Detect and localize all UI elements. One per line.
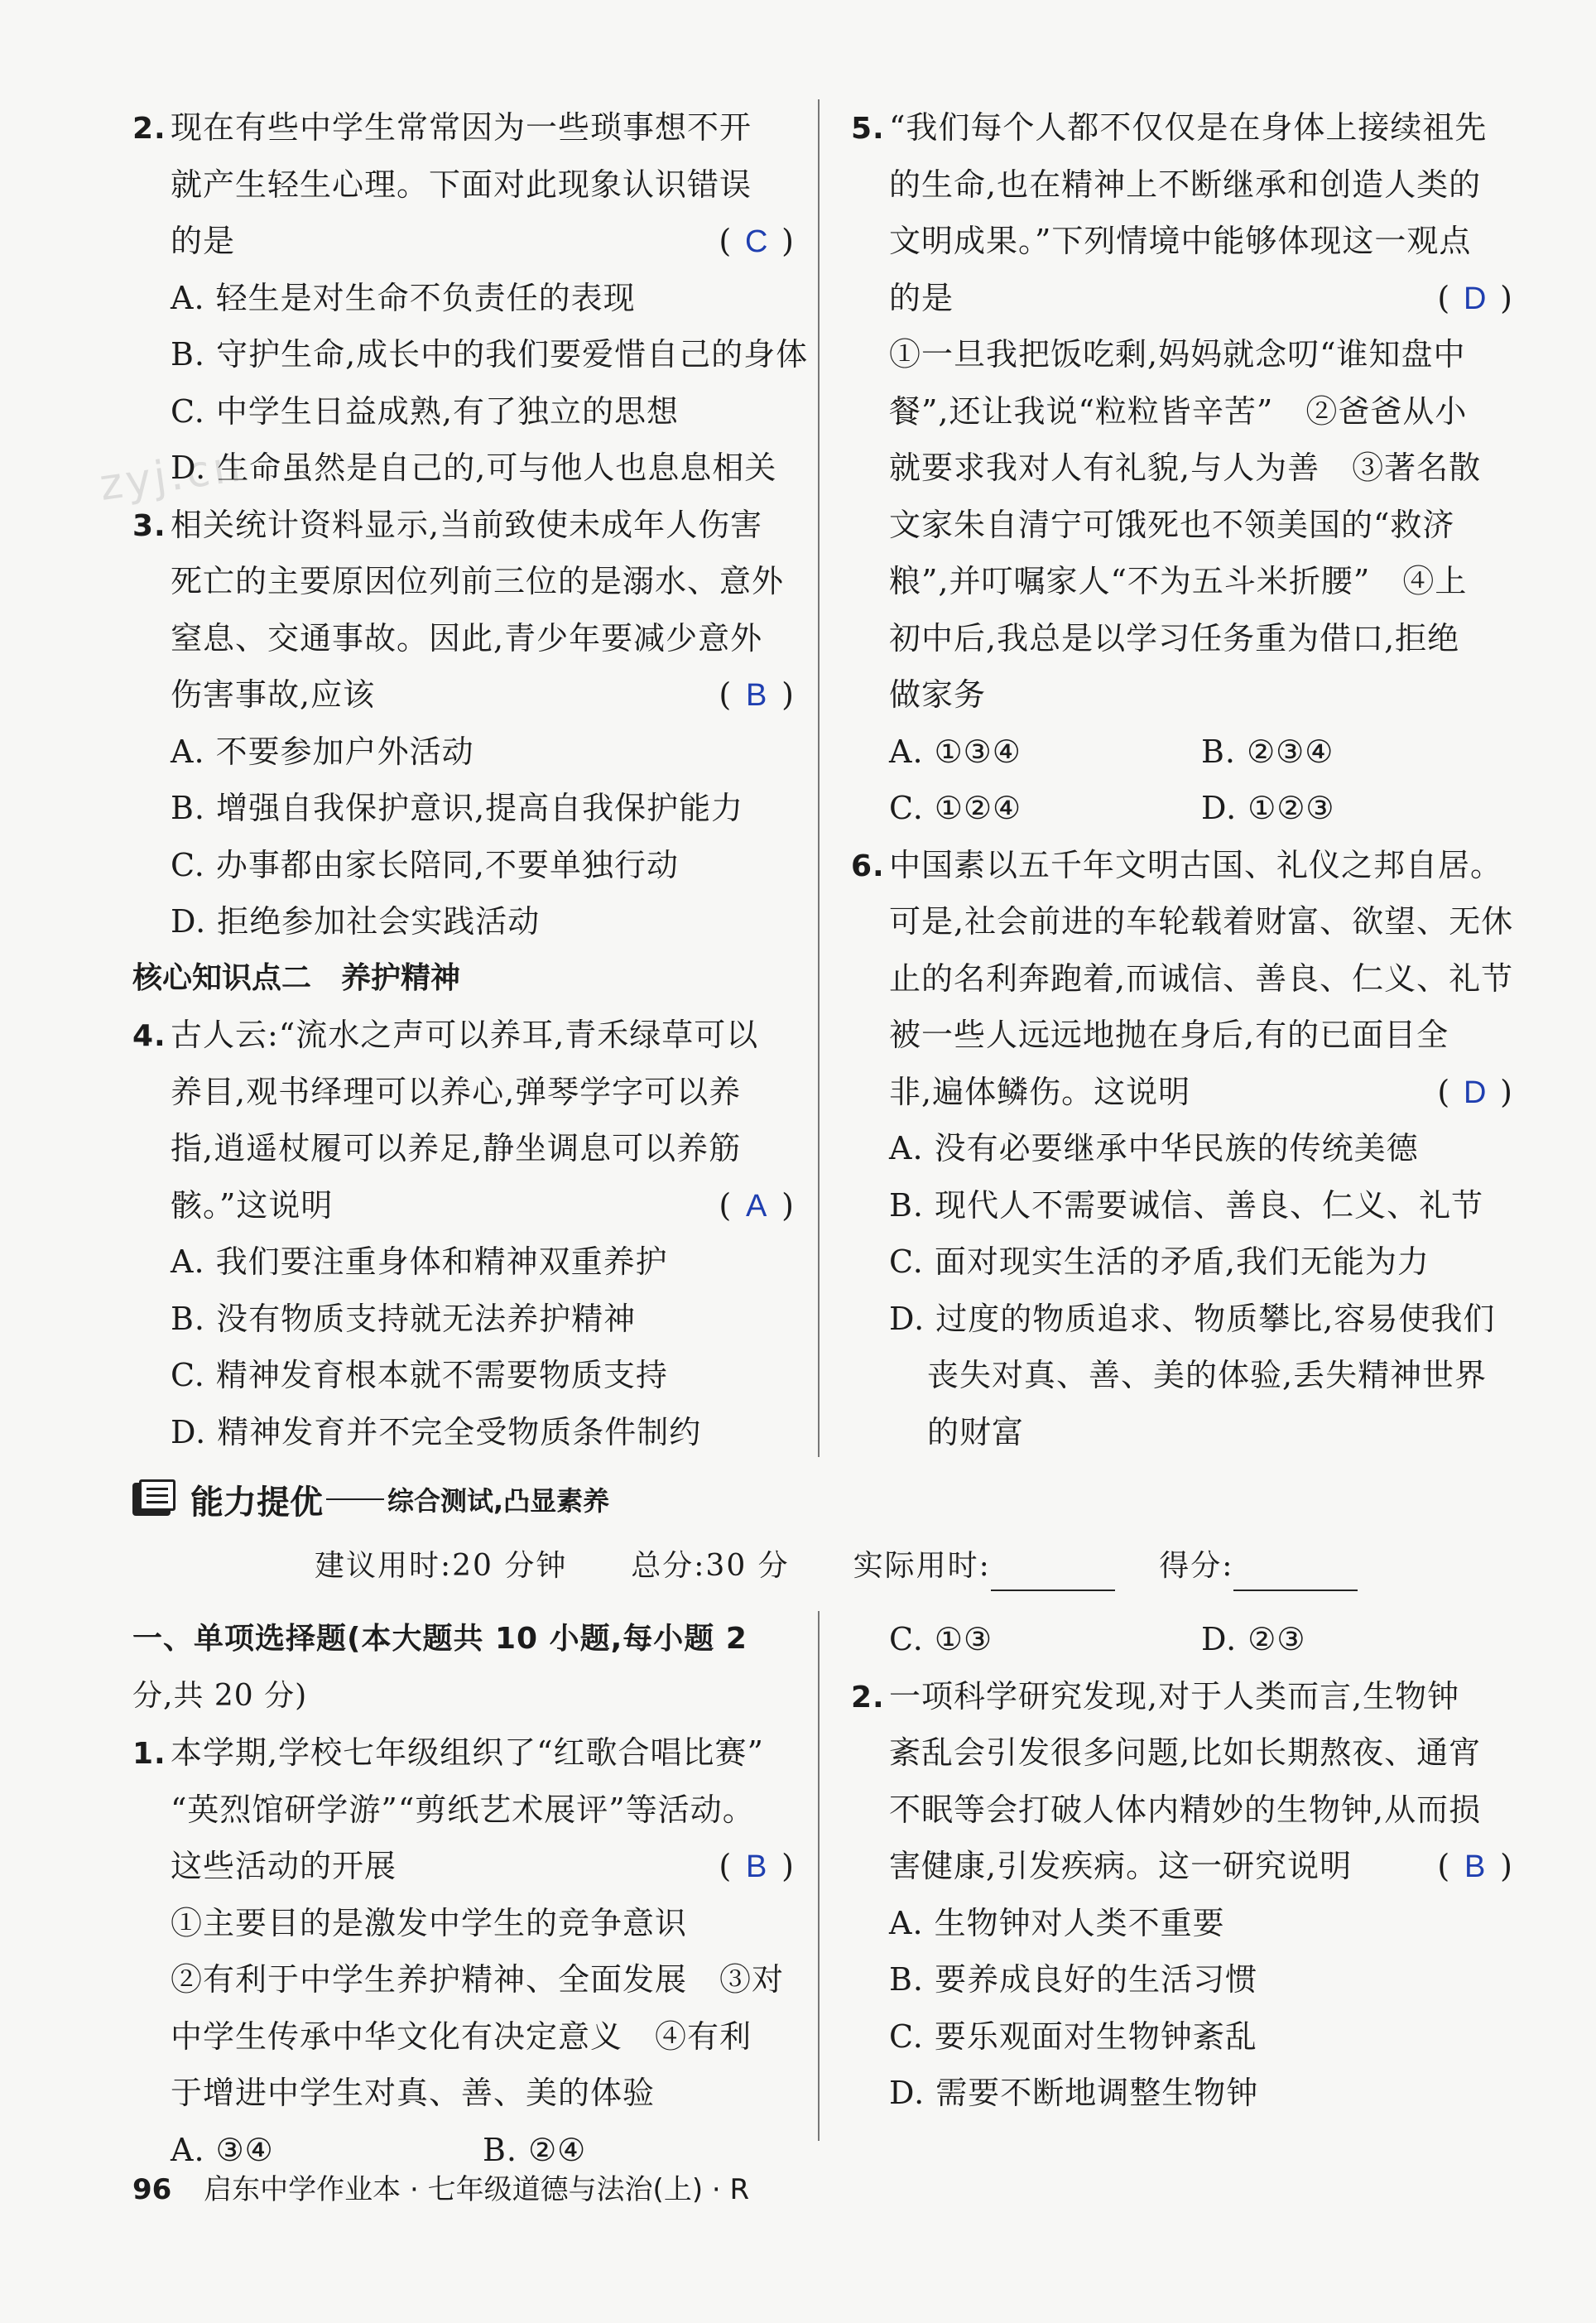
- part1-question-1: [132, 1724, 795, 2178]
- answer-letter: C: [744, 224, 769, 259]
- option-b: B. ②④: [483, 2131, 587, 2168]
- option-c: C. 面对现实生活的矛盾,我们无能为力: [889, 1243, 1430, 1280]
- test-info-line: [315, 1541, 1391, 1591]
- statement-text: 粮”,并叮嘱家人“不为五斗米折腰” ④上: [889, 563, 1468, 599]
- question-text: 被一些人远远地抛在身后,有的已面目全: [889, 1017, 1449, 1053]
- top-left-column: [132, 99, 809, 1460]
- answer-letter: A: [745, 1188, 768, 1224]
- statement-text: 中学生传承中华文化有决定意义 ④有利: [171, 2018, 752, 2055]
- option-d: D. ②③: [1201, 1621, 1306, 1657]
- page-footer: [132, 2169, 749, 2210]
- answer-bracket: ( B ): [1437, 1838, 1513, 1896]
- question-text: 止的名利奔跑着,而诚信、善良、仁义、礼节: [889, 960, 1514, 997]
- statement-text: 做家务: [889, 676, 987, 713]
- answer-letter: D: [1463, 1075, 1488, 1110]
- question-text: 的生命,也在精神上不断继承和创造人类的: [889, 166, 1482, 203]
- question-text: 骸。”这说明: [171, 1186, 334, 1224]
- question-text: 的是: [889, 279, 954, 316]
- question-text: 不眠等会打破人体内精妙的生物钟,从而损: [889, 1791, 1482, 1828]
- answer-bracket: ( B ): [719, 666, 795, 724]
- question-text: 就产生轻生心理。下面对此现象认识错误: [171, 166, 752, 203]
- question-5: [851, 99, 1513, 837]
- question-number: 4.: [132, 1019, 166, 1053]
- question-number: 5.: [851, 112, 885, 146]
- question-number: 6.: [851, 849, 885, 883]
- question-text: 本学期,学校七年级组织了“红歌合唱比赛”: [171, 1734, 764, 1771]
- option-d: D. 生命虽然是自己的,可与他人也息息相关: [171, 450, 777, 486]
- option-b: B. 没有物质支持就无法养护精神: [171, 1300, 637, 1337]
- option-a: A. 生物钟对人类不重要: [889, 1904, 1225, 1941]
- question-text: “我们每个人都不仅仅是在身体上接续祖先: [889, 109, 1488, 146]
- question-text: 相关统计资料显示,当前致使未成年人伤害: [171, 506, 763, 543]
- option-d: D. ①②③: [1201, 790, 1335, 826]
- question-6: [851, 837, 1513, 1461]
- question-text: 伤害事故,应该: [171, 676, 376, 713]
- question-text: “英烈馆研学游”“剪纸艺术展评”等活动。: [171, 1791, 755, 1828]
- statement-text: 餐”,还让我说“粒粒皆辛苦” ②爸爸从小: [889, 392, 1468, 430]
- statement-text: 于增进中学生对真、善、美的体验: [171, 2075, 656, 2111]
- question-text: 窒息、交通事故。因此,青少年要减少意外: [171, 619, 763, 656]
- option-d: D. 拒绝参加社会实践活动: [171, 903, 541, 940]
- question-text: 非,遍体鳞伤。这说明: [889, 1073, 1191, 1110]
- option-c: C. ①②④: [889, 790, 1022, 826]
- question-text: 指,逍遥杖履可以养足,静坐调息可以养筋: [171, 1130, 742, 1166]
- question-text: 害健康,引发疾病。这一研究说明: [889, 1848, 1353, 1884]
- question-number: 2.: [851, 1680, 885, 1715]
- answer-letter: D: [1463, 281, 1488, 316]
- question-number: 1.: [132, 1737, 166, 1771]
- score-blank[interactable]: [1233, 1556, 1358, 1591]
- option-c: C. ①③: [889, 1621, 993, 1657]
- option-c: C. 精神发育根本就不需要物质支持: [171, 1357, 668, 1393]
- banner-subtitle: 综合测试,凸显素养: [387, 1485, 610, 1517]
- actual-time-label: 实际用时:: [853, 1549, 991, 1583]
- statement-text: ①一旦我把饭吃剩,妈妈就念叨“谁知盘中: [889, 336, 1466, 373]
- question-number: 3.: [132, 508, 166, 543]
- option-c: C. 办事都由家长陪同,不要单独行动: [171, 846, 679, 883]
- option-row: [851, 780, 1513, 837]
- column-divider: [818, 99, 820, 1457]
- question-text: 的是: [171, 223, 236, 259]
- option-b: B. 现代人不需要诚信、善良、仁义、礼节: [889, 1186, 1484, 1224]
- actual-time-blank[interactable]: [991, 1556, 1115, 1591]
- question-text: 古人云:“流水之声可以养耳,青禾绿草可以: [171, 1017, 759, 1053]
- statement-text: 就要求我对人有礼貌,与人为善 ③著名散: [889, 450, 1482, 486]
- question-text: 这些活动的开展: [171, 1848, 397, 1884]
- answer-letter: B: [745, 678, 768, 713]
- answer-bracket: ( B ): [719, 1838, 795, 1896]
- option-d-continued: 的财富: [927, 1413, 1025, 1450]
- answer-bracket: ( C ): [719, 213, 795, 271]
- option-row: [851, 724, 1513, 781]
- option-row: [851, 1611, 1513, 1668]
- option-d: D. 精神发育并不完全受物质条件制约: [171, 1413, 702, 1450]
- option-b: B. 要养成良好的生活习惯: [889, 1961, 1258, 1998]
- option-a: A. ①③④: [889, 733, 1022, 770]
- bottom-right-column: [851, 1611, 1513, 2122]
- option-a: A. 轻生是对生命不负责任的表现: [171, 279, 636, 316]
- option-b: B. 增强自我保护意识,提高自我保护能力: [171, 790, 744, 826]
- banner-title: 能力提优: [190, 1483, 323, 1522]
- total-score: 总分:30 分: [631, 1549, 790, 1583]
- option-a: A. ③④: [171, 2131, 274, 2168]
- answer-letter: B: [1464, 1849, 1487, 1884]
- question-text: 紊乱会引发很多问题,比如长期熬夜、通宵: [889, 1734, 1482, 1771]
- question-number: 2.: [132, 112, 166, 146]
- question-4: [132, 1007, 795, 1460]
- section-banner: [132, 1470, 609, 1528]
- statement-text: ①主要目的是激发中学生的竞争意识: [171, 1904, 688, 1941]
- question-text: 现在有些中学生常常因为一些琐事想不开: [171, 109, 752, 146]
- part-heading: 一、单项选择题(本大题共 10 小题,每小题 2: [132, 1622, 748, 1656]
- answer-bracket: ( D ): [1437, 270, 1513, 328]
- book-title: 启东中学作业本 · 七年级道德与法治(上) · R: [204, 2173, 750, 2206]
- column-divider: [818, 1611, 820, 2141]
- option-a: A. 不要参加户外活动: [171, 733, 474, 770]
- option-d: D. 需要不断地调整生物钟: [889, 2075, 1259, 2111]
- answer-bracket: ( D ): [1437, 1064, 1513, 1122]
- option-d-continued: 丧失对真、善、美的体验,丢失精神世界: [927, 1357, 1488, 1393]
- question-3: [132, 497, 795, 950]
- question-text: 文明成果。”下列情境中能够体现这一观点: [889, 223, 1472, 259]
- statement-text: 文家朱自清宁可饿死也不领美国的“救济: [889, 506, 1455, 543]
- option-a: A. 没有必要继承中华民族的传统美德: [889, 1130, 1419, 1166]
- page-number: 96: [132, 2173, 172, 2206]
- statement-text: ②有利于中学生养护精神、全面发展 ③对: [171, 1961, 785, 1998]
- answer-letter: B: [745, 1849, 768, 1884]
- question-text: 可是,社会前进的车轮载着财富、欲望、无休: [889, 903, 1514, 940]
- part-heading-continued: 分,共 20 分): [132, 1678, 308, 1713]
- question-text: 中国素以五千年文明古国、礼仪之邦自居。: [889, 846, 1503, 883]
- score-label: 得分:: [1159, 1549, 1234, 1583]
- answer-bracket: ( A ): [719, 1177, 795, 1235]
- option-c: C. 要乐观面对生物钟紊乱: [889, 2018, 1257, 2055]
- part1-question-2: [851, 1668, 1513, 2122]
- option-b: B. ②③④: [1201, 733, 1334, 770]
- banner-dash: [326, 1498, 384, 1500]
- question-text: 死亡的主要原因位列前三位的是溺水、意外: [171, 563, 785, 599]
- suggested-time: 建议用时:20 分钟: [315, 1549, 568, 1583]
- bottom-left-column: [132, 1611, 795, 2178]
- statement-text: 初中后,我总是以学习任务重为借口,拒绝: [889, 619, 1460, 656]
- watermark: zyj.cn: [96, 441, 247, 511]
- option-a: A. 我们要注重身体和精神双重养护: [171, 1243, 668, 1280]
- option-b: B. 守护生命,成长中的我们要爱惜自己的身体: [171, 336, 809, 373]
- top-right-column: [851, 99, 1513, 1460]
- option-d: D. 过度的物质追求、物质攀比,容易使我们: [889, 1300, 1496, 1337]
- book-icon: [132, 1479, 177, 1519]
- question-text: 养目,观书绎理可以养心,弹琴学字可以养: [171, 1073, 742, 1110]
- option-c: C. 中学生日益成熟,有了独立的思想: [171, 392, 679, 430]
- section-heading: 核心知识点二 养护精神: [132, 960, 461, 995]
- question-text: 一项科学研究发现,对于人类而言,生物钟: [889, 1677, 1460, 1715]
- question-2: [132, 99, 809, 497]
